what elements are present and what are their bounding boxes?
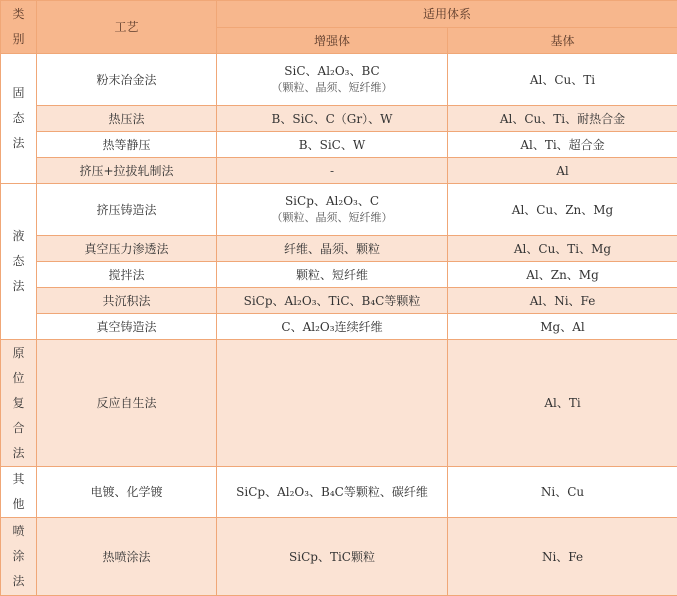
matrix-cell: Al bbox=[448, 158, 677, 184]
table-row bbox=[1, 288, 677, 314]
reinforcement-text: SiCp、Al₂O₃、C bbox=[217, 192, 447, 210]
reinforcement-cell: SiCp、Al₂O₃、B₄C等颗粒、碳纤维 bbox=[217, 467, 448, 518]
matrix-cell: Ni、Cu bbox=[448, 467, 677, 518]
reinforcement-cell: C、Al₂O₃连续纤维 bbox=[217, 314, 448, 340]
table-row bbox=[1, 314, 677, 340]
process-cell: 真空压力渗透法 bbox=[37, 236, 217, 262]
reinforcement-cell: 纤维、晶须、颗粒 bbox=[217, 236, 448, 262]
matrix-cell: Al、Cu、Ti bbox=[448, 54, 677, 106]
matrix-cell: Al、Ti bbox=[448, 340, 677, 467]
process-cell: 挤压+拉拔轧制法 bbox=[37, 158, 217, 184]
matrix-cell: Al、Cu、Zn、Mg bbox=[448, 184, 677, 236]
category-cell bbox=[1, 184, 37, 340]
process-cell: 热等静压 bbox=[37, 132, 217, 158]
reinforcement-cell: B、SiC、C（Gr）、W bbox=[217, 106, 448, 132]
matrix-cell: Al、Cu、Ti、Mg bbox=[448, 236, 677, 262]
category-char: 原 bbox=[1, 341, 36, 366]
category-char: 固 bbox=[1, 81, 36, 106]
category-char: 涂 bbox=[1, 544, 36, 569]
reinforcement-cell: 颗粒、短纤维 bbox=[217, 262, 448, 288]
table-row bbox=[1, 518, 677, 596]
process-cell: 共沉积法 bbox=[37, 288, 217, 314]
matrix-cell: Al、Ni、Fe bbox=[448, 288, 677, 314]
table-row bbox=[1, 236, 677, 262]
header-matrix: 基体 bbox=[448, 28, 677, 54]
category-cell bbox=[1, 518, 37, 596]
table-row bbox=[1, 467, 677, 518]
reinforcement-cell bbox=[217, 184, 448, 236]
header-category bbox=[1, 1, 37, 54]
category-char: 法 bbox=[1, 569, 36, 594]
reinforcement-cell: SiCp、Al₂O₃、TiC、B₄C等颗粒 bbox=[217, 288, 448, 314]
category-cell bbox=[1, 467, 37, 518]
process-cell: 粉末冶金法 bbox=[37, 54, 217, 106]
matrix-cell: Al、Ti、超合金 bbox=[448, 132, 677, 158]
matrix-cell: Ni、Fe bbox=[448, 518, 677, 596]
category-char: 法 bbox=[1, 274, 36, 299]
table-row bbox=[1, 54, 677, 106]
table-row bbox=[1, 132, 677, 158]
process-cell: 热喷涂法 bbox=[37, 518, 217, 596]
category-char: 态 bbox=[1, 106, 36, 131]
table-row bbox=[1, 184, 677, 236]
table-row bbox=[1, 262, 677, 288]
category-char: 液 bbox=[1, 224, 36, 249]
category-char: 其 bbox=[1, 467, 36, 492]
header-category-char: 别 bbox=[1, 27, 36, 52]
category-char: 他 bbox=[1, 492, 36, 517]
category-char: 态 bbox=[1, 249, 36, 274]
category-char: 合 bbox=[1, 416, 36, 441]
process-cell: 搅拌法 bbox=[37, 262, 217, 288]
category-char: 位 bbox=[1, 366, 36, 391]
matrix-cell: Al、Cu、Ti、耐热合金 bbox=[448, 106, 677, 132]
reinforcement-subtext: （颗粒、晶须、短纤维） bbox=[217, 80, 447, 97]
process-cell: 真空铸造法 bbox=[37, 314, 217, 340]
reinforcement-cell: B、SiC、W bbox=[217, 132, 448, 158]
category-char: 复 bbox=[1, 391, 36, 416]
matrix-cell: Mg、Al bbox=[448, 314, 677, 340]
category-cell bbox=[1, 54, 37, 184]
category-char: 喷 bbox=[1, 519, 36, 544]
category-cell bbox=[1, 340, 37, 467]
header-reinforcement: 增强体 bbox=[217, 28, 448, 54]
reinforcement-cell: SiCp、TiC颗粒 bbox=[217, 518, 448, 596]
table-row bbox=[1, 340, 677, 467]
header-applicable-system: 适用体系 bbox=[217, 1, 677, 28]
header-process: 工艺 bbox=[37, 1, 217, 54]
table-row bbox=[1, 158, 677, 184]
reinforcement-text: SiC、Al₂O₃、BC bbox=[217, 62, 447, 80]
header-category-char: 类 bbox=[1, 2, 36, 27]
matrix-cell: Al、Zn、Mg bbox=[448, 262, 677, 288]
reinforcement-cell bbox=[217, 340, 448, 467]
process-cell: 挤压铸造法 bbox=[37, 184, 217, 236]
category-char: 法 bbox=[1, 441, 36, 466]
process-cell: 反应自生法 bbox=[37, 340, 217, 467]
process-cell: 热压法 bbox=[37, 106, 217, 132]
reinforcement-subtext: （颗粒、晶须、短纤维） bbox=[217, 210, 447, 227]
reinforcement-cell bbox=[217, 54, 448, 106]
table-row bbox=[1, 106, 677, 132]
reinforcement-cell: - bbox=[217, 158, 448, 184]
category-char: 法 bbox=[1, 131, 36, 156]
process-cell: 电镀、化学镀 bbox=[37, 467, 217, 518]
